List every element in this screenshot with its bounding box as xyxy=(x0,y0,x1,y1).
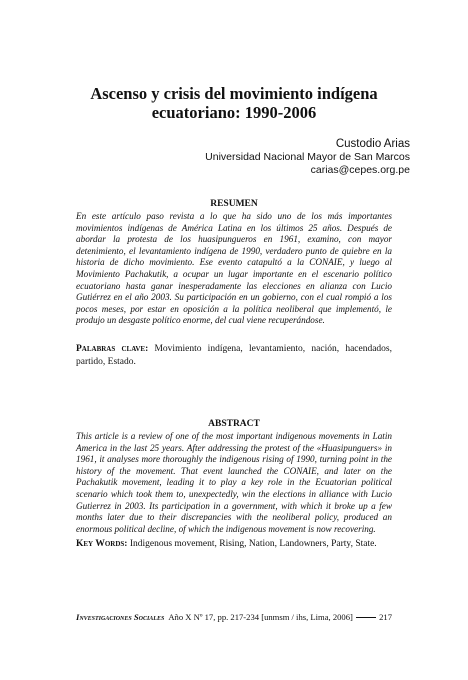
footer-rule xyxy=(356,617,376,618)
article-title xyxy=(40,84,428,122)
title-line-2: ecuatoriano: 1990-2006 xyxy=(151,103,317,122)
footer-citation: Año X Nº 17, pp. 217-234 [unmsm / ihs, Lima, 2006] xyxy=(168,612,353,622)
palabras-clave-label: Palabras clave: xyxy=(76,344,149,354)
title-line-1: Ascenso y crisis del movimiento indígena xyxy=(90,84,378,103)
palabras-clave-text: Movimiento indígena, levantamiento, nación, hacendados, partido, Estado. xyxy=(76,344,393,367)
key-words xyxy=(76,538,392,551)
author-block xyxy=(205,137,410,176)
abstract-text: This article is a review of one of the most important indigenous movements in Latin America in the last 25 years. After addressing the protest of the «Huasipunguers» in 1961, it analyses more thoroughly the indigenous rising of 1990, turning point in the history of the movement. That event launched the CONAIE, and later on the Pachakutik movement, leading it to play a key role in the Ecuatorian political scenario which took them to, unexpectedly, win the elections in alliance with Lucio Gutierrez in 2003. Its participation in a government, with which it broke up a few months later due to their discrepancies with the neoliberal policy, produced an enormous political decline, of which the indigenous movement is now recovering. xyxy=(76,431,392,534)
author-name: Custodio Arias xyxy=(335,138,410,150)
abstract-heading: ABSTRACT xyxy=(208,419,260,429)
author-affiliation: Universidad Nacional Mayor de San Marcos xyxy=(205,151,410,163)
key-words-text: Indigenous movement, Rising, Nation, Landowners, Party, State. xyxy=(129,539,377,549)
key-words-label: Key Words: xyxy=(76,539,128,549)
journal-name: Investigaciones Sociales xyxy=(76,612,165,622)
resumen-heading: RESUMEN xyxy=(210,199,258,209)
resumen-text: En este artículo paso revista a lo que ha sido uno de los más importantes movimientos indígenas de América Latina en los últimos 25 años. Después de abordar la protesta de los huasipungueros en 1961, examino, con mayor detenimiento, el levantamiento indígena de 1990, verdadero punto de quiebre en la historia de dicho movimiento. Ese evento catapultó a la CONAIE, y luego al Movimiento Pachakutik, a ocupar un lugar importante en el escenario político ecuatoriano hasta ganar inesperadamente las elecciones en alianza con Lucio Gutiérrez en el año 2003. Su participación en un gobierno, con el cual rompió a los pocos meses, por estar en oposición a la política neoliberal que implementó, le produjo un desgaste político enorme, del cual viene recuperándose. xyxy=(76,211,392,326)
palabras-clave xyxy=(76,343,392,368)
page-footer xyxy=(76,612,392,622)
author-email: carias@cepes.org.pe xyxy=(310,163,410,176)
page-number: 217 xyxy=(379,612,392,622)
